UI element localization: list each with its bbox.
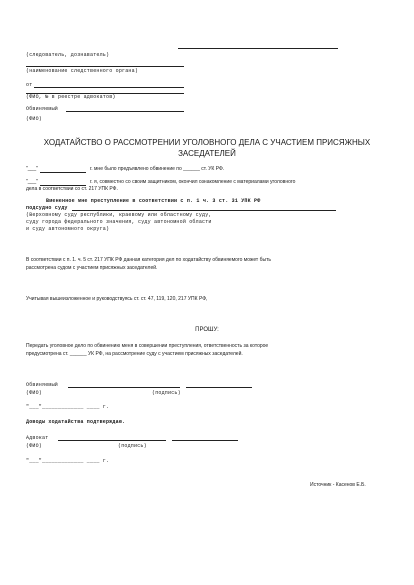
para4-line2: рассмотрена судом с участием присяжных заседателей. <box>26 265 158 271</box>
ask-heading: ПРОШУ: <box>195 327 219 333</box>
para3-line5: и суду автономного округа) <box>26 226 110 232</box>
lawyer-label: (ФИО, № в реестре адвокатов) <box>26 94 116 100</box>
para3-line2: подсудно суду <box>26 205 68 211</box>
recipient-label: (следователь, дознаватель) <box>26 52 110 58</box>
sign1-signature-label: (подпись) <box>152 390 181 396</box>
sign2-label: Адвокат <box>26 435 49 441</box>
para2-line2: дела в соответствии со ст. 217 УПК РФ. <box>26 186 118 192</box>
lawyer-line <box>34 87 184 88</box>
para1-date-line <box>40 172 86 173</box>
confirm-text: Доводы ходатайства подтверждаю. <box>26 419 126 425</box>
sign2-signature-label: (подпись) <box>118 443 147 449</box>
body-line <box>26 66 184 67</box>
para2-prefix: "___" <box>26 179 38 185</box>
source-credit: Источник - Касенов Е.Б. <box>310 482 366 488</box>
sign1-name-line <box>68 387 180 388</box>
para3-line1: Вмененное мне преступление в соответствии с п. 1 ч. 3 ст. 31 УПК РФ <box>46 198 261 204</box>
body-label: (наименование следственного органа) <box>26 68 139 74</box>
para6-line1: Передать уголовное дело по обвинению меня в совершении преступления, ответственность за которое <box>26 343 269 349</box>
from-prefix: от <box>26 82 33 88</box>
para3-line3: (Верховному суду республики, краевому или областному суду, <box>26 212 212 218</box>
para4-line1: В соответствии с п. 1. ч. 5 ст. 217 УПК РФ данная категория дел по ходатайству обвиняемого может быть <box>26 257 271 263</box>
para1-text: г. мне было предъявлено обвинение по ______ ст. УК РФ. <box>90 166 225 172</box>
document-title-line-2: ЗАСЕДАТЕЛЕЙ <box>178 149 236 158</box>
accused-label: Обвиняемый <box>26 106 59 112</box>
document-title-line-1: ХОДАТАЙСТВО О РАССМОТРЕНИИ УГОЛОВНОГО ДЕЛА С УЧАСТИЕМ ПРИСЯЖНЫХ <box>43 138 371 147</box>
sign2-name-label: (ФИО) <box>26 443 43 449</box>
sign1-signature-line <box>186 387 252 388</box>
accused-line <box>66 111 184 112</box>
para6-line2: предусмотрена ст. ______ УК РФ, на рассмотрение суду с участием присяжных заседателей. <box>26 351 243 357</box>
accused-name-label: (ФИО) <box>26 116 43 122</box>
para1-prefix: "___" <box>26 166 38 172</box>
para5: Учитывая вышеизложенное и руководствуясь ст. ст. 47, 119, 120, 217 УПК РФ, <box>26 296 208 302</box>
para2-line1: г. я, совместно со своим защитником, окончил ознакомление с материалами уголовного <box>90 179 296 185</box>
recipient-line <box>178 48 338 49</box>
sign2-signature-line <box>172 440 238 441</box>
sign1-label: Обвиняемый <box>26 382 59 388</box>
court-line <box>72 210 336 211</box>
sign2-name-line <box>58 440 166 441</box>
para3-line4: суду города федерального значения, суду автономной области <box>26 219 212 225</box>
sign1-name-label: (ФИО) <box>26 390 43 396</box>
sign1-date: "___"_____________ ____ г. <box>26 404 110 410</box>
sign2-date: "___"_____________ ____ г. <box>26 458 110 464</box>
